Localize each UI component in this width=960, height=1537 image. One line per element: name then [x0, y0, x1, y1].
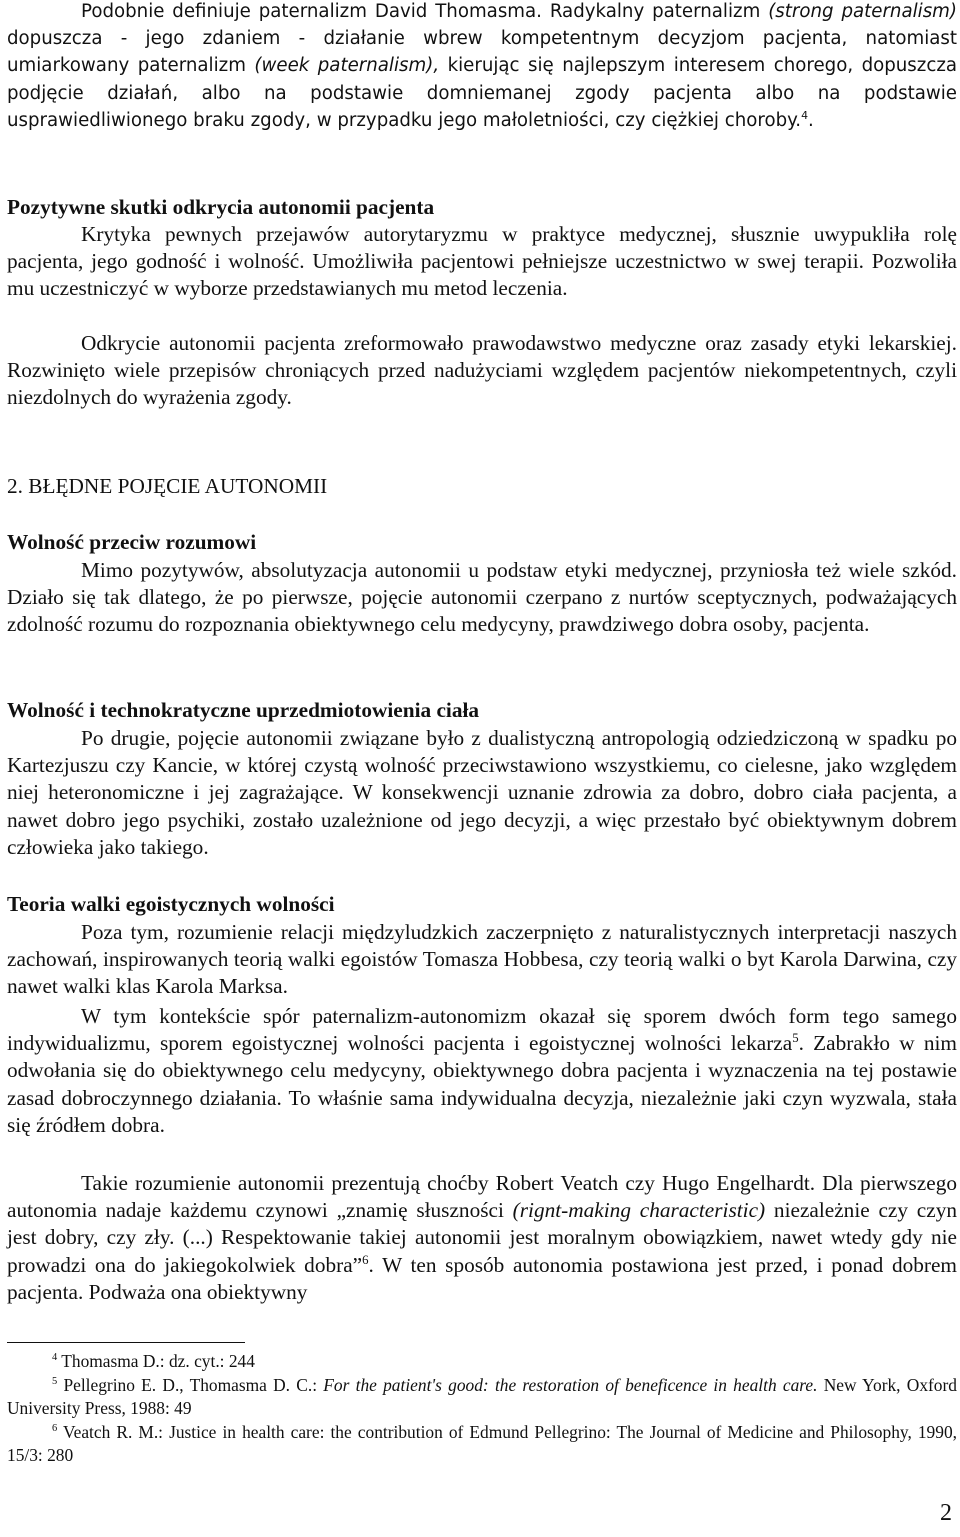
body-paragraph: Odkrycie autonomii pacjenta zreformowało prawodawstwo medyczne oraz zasady etyki lekarskiej. Rozwinięto wiele przepisów chroniących przed nadużyciami względem pacjentów niekompetentnych, czyli niezdolnych do wyrażenia zgody.	[7, 331, 957, 410]
italic-term: (strong paternalism)	[768, 1, 957, 22]
text-run: Takie rozumienie autonomii prezentują choćby Robert Veatch czy Hugo Engelhardt. Dla pierwszego autonomia nadaje każdemu czynowi „znamię słuszności	[7, 1171, 957, 1223]
footnote-text: Pellegrino E. D., Thomasma D. C.:	[57, 1374, 324, 1395]
text-run: .	[808, 109, 814, 131]
footnote-text: New York, Oxford University Press, 1988: 49	[7, 1374, 957, 1419]
text-run: Podobnie definiuje paternalizm David Thomasma. Radykalny paternalizm	[81, 1, 769, 22]
body-paragraph: Po drugie, pojęcie autonomii związane było z dualistyczną antropologią odziedziczoną w spadku po Kartezjuszu czy Kancie, w której czystą wolność przeciwstawiono wszystkiemu, co cielesne, jako względem niej heteronomiczne i jej zagrażające. W konsekwencji uznanie zdrowia za dobro, dobro ciała pacjenta, a nawet dobro jego psychiki, zostało uzależnione od jego decyzji, a więc przestało być obiektywnym dobrem człowieka jako takiego.	[7, 726, 957, 859]
footnote-number: 5	[52, 1375, 58, 1387]
body-paragraph: Krytyka pewnych przejawów autorytaryzmu w praktyce medycznej, słusznie uwypukliła rolę pacjenta, jego godność i wolność. Umożliwiła pacjentowi pełniejsze uczestnictwo w swej terapii. Pozwoliła mu uczestniczyć w wyborze przedstawianych mu metod leczenia.	[7, 222, 957, 301]
footnotes	[7, 1350, 957, 1468]
footnote-title: For the patient's good: the restoration of beneficence in health care.	[323, 1374, 818, 1395]
footnote-text: Thomasma D.: dz. cyt.: 244	[57, 1351, 255, 1371]
footnote-number: 4	[52, 1352, 58, 1364]
text-run: . W ten sposób autonomia postawiona jest przed, i ponad dobrem pacjenta. Podważa ona obiektywny	[7, 1252, 957, 1304]
text-run: dopuszcza - jego zdaniem - działanie wbrew kompetentnym decyzjom pacjenta, natomiast umiarkowany paternalizm	[7, 28, 957, 77]
text-run: W tym kontekście spór paternalizm-autonomizm okazał się sporem dwóch form tego samego indywidualizmu, sporem egoistycznej wolności pacjenta i egoistycznej wolności lekarza	[7, 1004, 957, 1056]
body-paragraph: Mimo pozytywów, absolutyzacja autonomii u podstaw etyki medycznej, przyniosła też wiele szkód. Działo się tak dlatego, że po pierwsze, pojęcie autonomii czerpano z nurtów sceptycznych, podważających zdolność rozumu do rozpoznania obiektywnego celu medycyny, prawdziwego dobra osoby, pacjenta.	[7, 558, 957, 637]
subsection-heading: Teoria walki egoistycznych wolności	[7, 892, 335, 916]
text-run: kierując się najlepszym interesem chorego, dopuszcza podjęcie działań, albo na podstawie domniemanej zgody pacjenta albo na podstawie usprawiedliwionego braku zgody, w przypadku jego małoletniości, czy ciężkiej choroby.	[7, 55, 958, 131]
body-paragraph: Poza tym, rozumienie relacji międzyludzkich zaczerpnięto z naturalistycznych interpretacji naszych zachowań, inspirowanych teorią walki egoistów Tomasza Hobbesa, czy teorią walki o byt Karola Darwina, czy nawet walki klas Karola Marksa.	[7, 920, 957, 999]
footnote-ref[interactable]: 6	[362, 1252, 369, 1267]
text-run: . Zabrakło w nim odwołania się do obiektywnego celu medycyny, obiektywnego dobra pacjenta i wyznaczenia na tej postawie zasad dobroczynnego działania. To właśnie sama indywidualna decyzja, niezależnie jaki czyn wyzwala, stała się źródłem dobra.	[7, 1031, 957, 1137]
chapter-title: 2. BŁĘDNE POJĘCIE AUTONOMII	[7, 474, 328, 498]
text-run: niezależnie czy czyn jest dobry, czy zły. (...) Respektowanie takiej autonomii jest moralnym obowiązkiem, nawet wtedy gdy nie prowadzi ona do jakiegokolwiek dobra”	[7, 1198, 958, 1277]
italic-term: (rignt-making characteristic)	[512, 1198, 766, 1223]
footnote-5	[7, 1374, 957, 1421]
body-paragraph	[7, 1170, 957, 1306]
footnote-separator	[7, 1342, 245, 1343]
footnote-ref[interactable]: 5	[792, 1031, 799, 1046]
subsection-heading: Wolność i technokratyczne uprzedmiotowienia ciała	[7, 698, 480, 722]
footnote-6	[7, 1421, 957, 1468]
footnote-ref[interactable]: 4	[801, 108, 809, 122]
intro-paragraph	[7, 0, 957, 134]
footnote-4	[7, 1350, 957, 1374]
subsection-heading: Wolność przeciw rozumowi	[7, 530, 257, 554]
body-paragraph	[7, 1003, 957, 1139]
footnote-number: 6	[52, 1422, 58, 1434]
footnote-text: Veatch R. M.: Justice in health care: the contribution of Edmund Pellegrino: The Journal of Medicine and Philosophy, 1990, 15/3: 280	[7, 1421, 957, 1466]
section-heading: Pozytywne skutki odkrycia autonomii pacjenta	[7, 195, 435, 219]
italic-term: (week paternalism),	[254, 55, 440, 77]
page-number: 2	[940, 1500, 952, 1526]
